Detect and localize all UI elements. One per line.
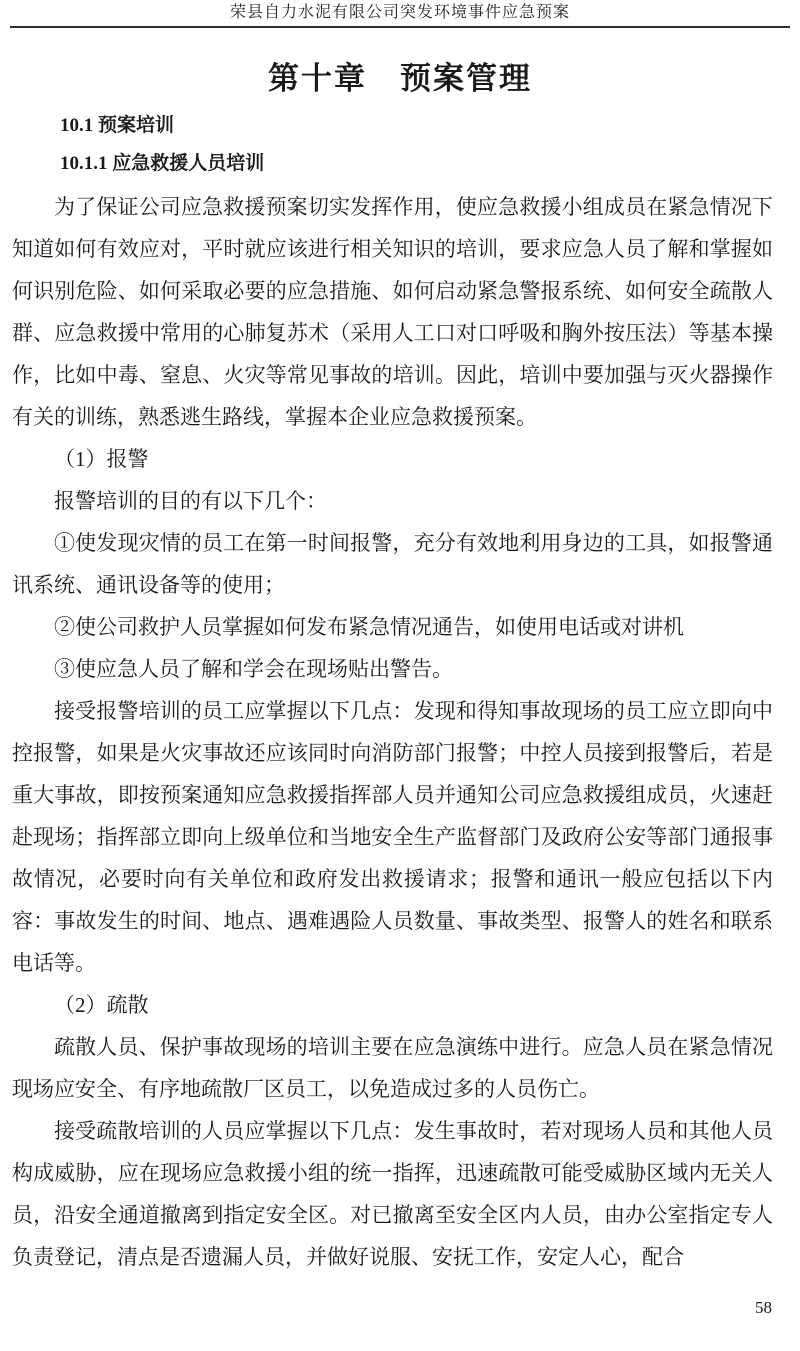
page-number: 58 xyxy=(755,1298,772,1317)
list-item-2: ②使公司救护人员掌握如何发布紧急情况通告，如使用电话或对讲机 xyxy=(54,615,684,639)
paragraph-evacuation-intro: 疏散人员、保护事故现场的培训主要在应急演练中进行。应急人员在紧急情况现场应安全、有序地疏散厂区员工，以免造成过多的人员伤亡。 xyxy=(12,1035,773,1101)
list-item-1: ①使发现灾情的员工在第一时间报警，充分有效地利用身边的工具，如报警通讯系统、通讯设备等的使用； xyxy=(12,531,773,597)
page-header-title: 荣县自力水泥有限公司突发环境事件应急预案 xyxy=(229,4,570,21)
section-heading-10-1: 10.1 预案培训 xyxy=(60,115,175,136)
paragraph-alarm-training: 接受报警培训的员工应掌握以下几点：发现和得知事故现场的员工应立即向中控报警，如果是火灾事故还应该同时向消防部门报警；中控人员接到报警后，若是重大事故，即按预案通知应急救援指挥部人员并通知公司应急救援组成员，火速赶赴现场；指挥部立即向上级单位和当地安全生产监督部门及政府公安等部门通报事故情况，必要时向有关单位和政府发出救援请求；报警和通讯一般应包括以下内容：事故发生的时间、地点、遇难遇险人员数量、事故类型、报警人的姓名和联系电话等。 xyxy=(12,699,773,975)
header-divider xyxy=(10,26,790,28)
paragraph-training-intro: 为了保证公司应急救援预案切实发挥作用，使应急救援小组成员在紧急情况下知道如何有效应对，平时就应该进行相关知识的培训，要求应急人员了解和掌握如何识别危险、如何采取必要的应急措施、如何启动紧急警报系统、如何安全疏散人群、应急救援中常用的心肺复苏术（采用人工口对口呼吸和胸外按压法）等基本操作，比如中毒、窒息、火灾等常见事故的培训。因此，培训中要加强与灭火器操作有关的训练，熟悉逃生路线，掌握本企业应急救援预案。 xyxy=(12,195,773,429)
list-item-3: ③使应急人员了解和学会在现场贴出警告。 xyxy=(54,657,453,681)
subsection-heading-10-1-1: 10.1.1 应急救援人员培训 xyxy=(60,153,265,174)
document-body xyxy=(12,108,773,1278)
paragraph-alarm-purpose: 报警培训的目的有以下几个： xyxy=(54,489,327,513)
item-heading-evacuation: （2）疏散 xyxy=(54,993,149,1017)
paragraph-evacuation-training: 接受疏散培训的人员应掌握以下几点：发生事故时，若对现场人员和其他人员构成威胁，应在现场应急救援小组的统一指挥，迅速疏散可能受威胁区域内无关人员，沿安全通道撤离到指定安全区。对已撤离至安全区内人员，由办公室指定专人负责登记，清点是否遗漏人员，并做好说服、安抚工作，安定人心，配合 xyxy=(12,1119,773,1269)
item-heading-alarm: （1）报警 xyxy=(54,447,149,471)
chapter-title: 第十章 预案管理 xyxy=(268,61,532,96)
